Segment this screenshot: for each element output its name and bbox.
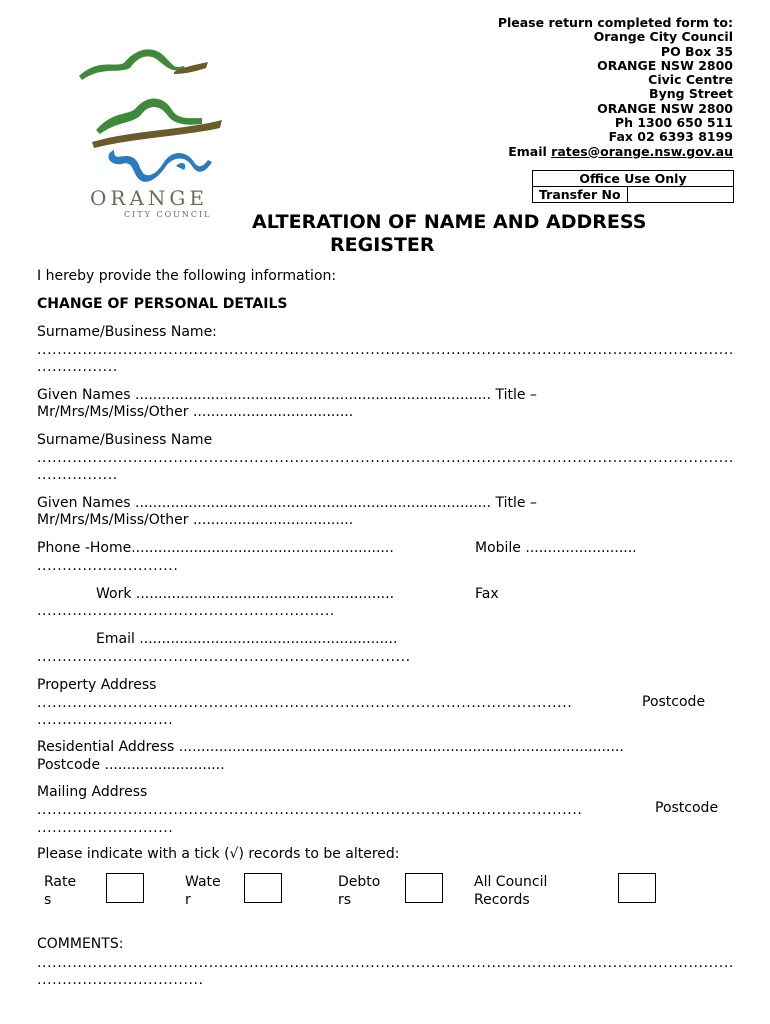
return-line: PO Box 35: [660, 43, 733, 59]
form-title-line1: ALTERATION OF NAME AND ADDRESS: [252, 211, 647, 233]
email-link[interactable]: rates@orange.nsw.gov.au: [551, 143, 733, 159]
form-title-line2: REGISTER: [330, 234, 435, 256]
return-line: Civic Centre: [648, 72, 733, 88]
comments-field-cont[interactable]: .................................: [37, 972, 204, 988]
logo-subtitle: CITY COUNCIL: [124, 210, 212, 219]
section-heading: CHANGE OF PERSONAL DETAILS: [37, 296, 288, 312]
surname-field-2[interactable]: ..........................................................................................................................................: [37, 450, 734, 466]
intro-text: I hereby provide the following information:: [37, 268, 337, 284]
return-line: ORANGE NSW 2800: [597, 57, 733, 73]
surname-field-2-cont[interactable]: ................: [37, 467, 118, 483]
water-label-1: Wate: [185, 874, 221, 890]
surname-label-2: Surname/Business Name: [37, 432, 213, 448]
return-line: Ph 1300 650 511: [614, 115, 733, 131]
rates-label-2: s: [44, 892, 52, 908]
mailing-postcode-label: Postcode: [655, 800, 719, 816]
surname-label: Surname/Business Name:: [37, 324, 217, 340]
return-line: Fax 02 6393 8199: [608, 129, 733, 145]
phone-home-field-cont[interactable]: ............................: [37, 558, 179, 574]
email-line: [498, 145, 733, 159]
comments-label: COMMENTS:: [37, 936, 124, 952]
water-label-2: r: [185, 892, 191, 908]
logo-wordmark: ORANGE: [90, 186, 208, 210]
email-label: Email: [508, 143, 552, 159]
office-use-title: Office Use Only: [533, 171, 733, 187]
residential-postcode-field[interactable]: Postcode ...........................: [37, 757, 225, 773]
rates-checkbox[interactable]: [106, 873, 144, 903]
return-line: ORANGE NSW 2800: [597, 100, 733, 116]
mobile-field[interactable]: Mobile .........................: [475, 540, 637, 556]
return-address: [498, 16, 733, 159]
return-line: Please return completed form to:: [497, 15, 733, 30]
return-line: Byng Street: [649, 86, 733, 102]
phone-home-field[interactable]: Phone -Home...........................................................: [37, 540, 394, 556]
email-field-cont[interactable]: ..........................................................................: [37, 649, 411, 665]
mailing-address-label: Mailing Address: [37, 784, 148, 800]
residential-address-field[interactable]: Residential Address ....................................................................................................: [37, 739, 624, 755]
mailing-address-field-cont[interactable]: ...........................: [37, 820, 174, 836]
tick-prompt: Please indicate with a tick (√) records to be altered:: [37, 846, 400, 862]
title-field[interactable]: Mr/Mrs/Ms/Miss/Other ....................................: [37, 404, 354, 420]
mailing-address-field[interactable]: ............................................................................................................: [37, 802, 583, 818]
all-records-label-2: Records: [474, 892, 530, 908]
property-address-field-cont[interactable]: ...........................: [37, 712, 174, 728]
title-field-2[interactable]: Mr/Mrs/Ms/Miss/Other ....................................: [37, 512, 354, 528]
all-records-checkbox[interactable]: [618, 873, 656, 903]
office-use-box: [532, 170, 734, 203]
comments-field[interactable]: ..........................................................................................................................................: [37, 955, 734, 971]
return-line: Orange City Council: [593, 29, 733, 45]
transfer-no-row: [533, 187, 733, 202]
work-phone-field-cont[interactable]: ...........................................................: [37, 603, 335, 619]
surname-field-cont[interactable]: ................: [37, 359, 118, 375]
property-address-label: Property Address: [37, 677, 157, 693]
debtors-checkbox[interactable]: [405, 873, 443, 903]
property-postcode-label: Postcode: [642, 694, 706, 710]
rates-label-1: Rate: [44, 874, 77, 890]
debtors-label-2: rs: [338, 892, 352, 908]
given-names-field[interactable]: Given Names ................................................................................ Title –: [37, 387, 537, 403]
fax-label: Fax: [475, 586, 499, 602]
transfer-no-label: Transfer No: [533, 187, 628, 202]
given-names-field-2[interactable]: Given Names ................................................................................ Title –: [37, 495, 537, 511]
property-address-field[interactable]: ..........................................................................................................: [37, 695, 573, 711]
work-phone-field[interactable]: Work ..........................................................: [96, 586, 395, 602]
water-checkbox[interactable]: [244, 873, 282, 903]
all-records-label-1: All Council: [474, 874, 548, 890]
surname-field[interactable]: ..........................................................................................................................................: [37, 342, 734, 358]
email-field[interactable]: Email ..........................................................: [96, 631, 398, 647]
debtors-label-1: Debto: [338, 874, 381, 890]
